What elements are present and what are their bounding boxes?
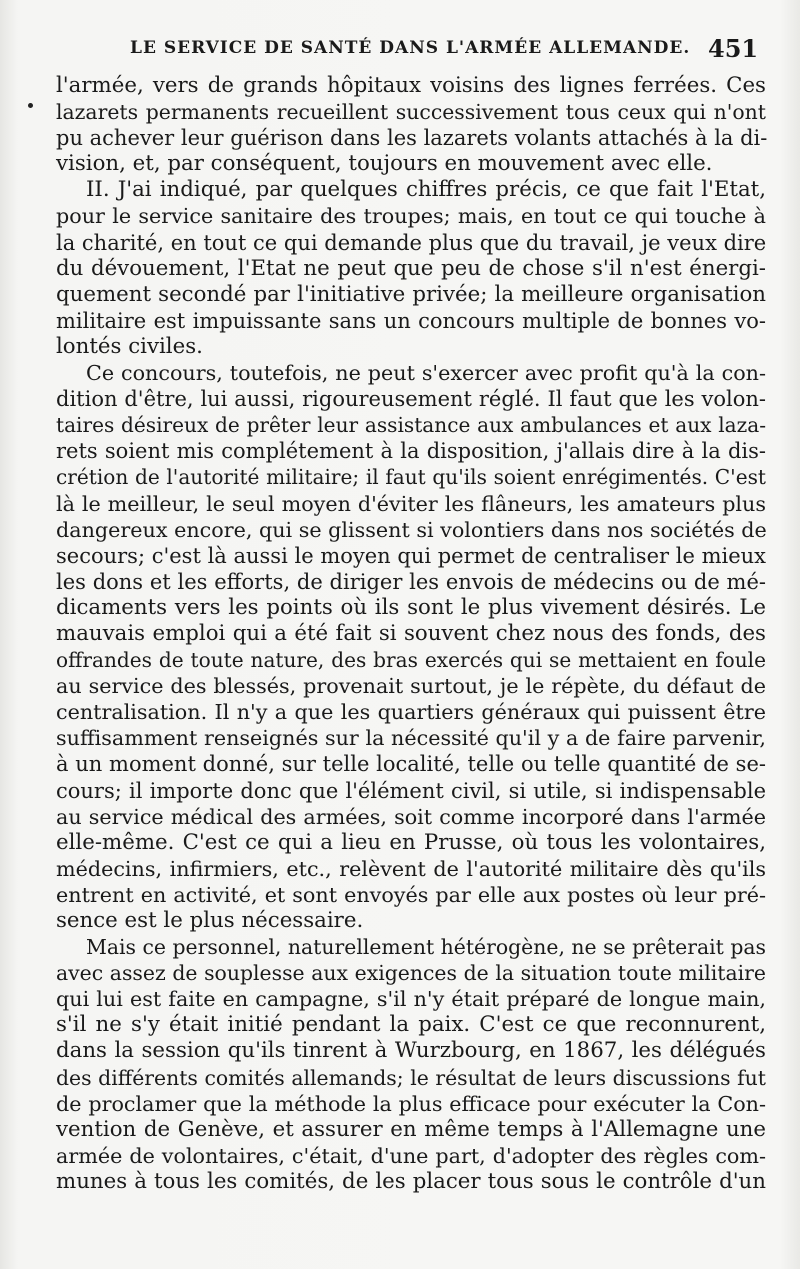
text-line: cours; il importe donc que l'élément civil, si utile, si indispensable <box>56 778 766 803</box>
text-line: du dévouement, l'Etat ne peut que peu de chose s'il n'est énergi- <box>56 255 766 281</box>
page-number: 451 <box>708 34 759 63</box>
text-line: pu achever leur guérison dans les lazarets volants attachés à la di- <box>56 126 768 151</box>
text-line: armée de volontaires, c'était, d'une part, d'adopter des règles com- <box>56 1143 766 1168</box>
text-line: s'il ne s'y était initié pendant la paix. C'est ce que reconnurent, <box>56 1012 766 1038</box>
text-line: la charité, en tout ce qui demande plus que du travail, je veux dire <box>56 230 767 255</box>
body-text <box>56 73 766 1195</box>
text-line: qui lui est faite en campagne, s'il n'y était préparé de longue main, <box>56 987 766 1012</box>
text-line: mauvais emploi qui a été fait si souvent chez nous des fonds, des <box>56 620 766 646</box>
text-line: les dons et les efforts, de diriger les envois de médecins ou de mé- <box>56 569 766 594</box>
text-line: là le meilleur, le seul moyen d'éviter les flâneurs, les amateurs plus <box>56 491 766 516</box>
text-line: de proclamer que la méthode la plus efficace pour exécuter la Con- <box>56 1091 766 1116</box>
text-line: à un moment donné, sur telle localité, telle ou telle quantité de se- <box>56 752 766 777</box>
text-line: des différents comités allemands; le résultat de leurs discussions fut <box>56 1065 766 1090</box>
text-line: avec assez de souplesse aux exigences de la situation toute militaire <box>56 961 766 986</box>
text-line: médecins, infirmiers, etc., relèvent de l'autorité militaire dès qu'ils <box>56 856 766 881</box>
text-line: lontés civiles. <box>56 333 203 359</box>
text-line: taires désireux de prêter leur assistance aux ambulances et aux laza- <box>56 413 766 438</box>
text-line: l'armée, vers de grands hôpitaux voisins des lignes ferrées. Ces <box>56 73 766 98</box>
text-line: crétion de l'autorité militaire; il faut qu'ils soient enrégimentés. C'est <box>56 465 766 490</box>
text-line: munes à tous les comités, de les placer tous sous le contrôle d'un <box>56 1168 766 1194</box>
text-line: suffisamment renseignés sur la nécessité qu'il y a de faire parvenir, <box>56 726 766 751</box>
text-line: dicaments vers les points où ils sont le plus vivement désirés. Le <box>56 594 766 620</box>
text-line: quement secondé par l'initiative privée; la meilleure organisation <box>56 281 766 307</box>
running-title: LE SERVICE DE SANTÉ DANS L'ARMÉE ALLEMANDE. <box>130 38 691 58</box>
margin-mark <box>28 103 33 108</box>
text-line: Mais ce personnel, naturellement hétérogène, ne se prêterait pas <box>86 935 767 960</box>
text-line: II. J'ai indiqué, par quelques chiffres précis, ce que fait l'Etat, <box>86 177 766 203</box>
text-line: dans la session qu'ils tinrent à Wurzbourg, en 1867, les délégués <box>56 1038 766 1064</box>
text-line: sence est le plus nécessaire. <box>56 908 364 933</box>
text-line: vision, et, par conséquent, toujours en mouvement avec elle. <box>56 151 713 177</box>
text-line: lazarets permanents recueillent successivement tous ceux qui n'ont <box>56 100 766 125</box>
text-line: secours; c'est là aussi le moyen qui permet de centraliser le mieux <box>56 543 766 568</box>
text-line: dition d'être, lui aussi, rigoureusement réglé. Il faut que les volon- <box>56 387 766 412</box>
text-line: elle-même. C'est ce qui a lieu en Prusse, où tous les volontaires, <box>56 829 766 855</box>
text-line: pour le service sanitaire des troupes; mais, en tout ce qui touche à <box>56 204 766 229</box>
text-line: dangereux encore, qui se glissent si volontiers dans nos sociétés de <box>56 517 767 542</box>
text-line: centralisation. Il n'y a que les quartiers généraux qui puissent être <box>56 700 766 725</box>
text-line: Ce concours, toutefois, ne peut s'exercer avec profit qu'à la con- <box>86 361 766 386</box>
text-line: entrent en activité, et sont envoyés par elle aux postes où leur pré- <box>56 882 766 907</box>
text-line: au service des blessés, provenait surtout, je le répète, du défaut de <box>56 674 766 699</box>
text-line: au service médical des armées, soit comme incorporé dans l'armée <box>56 804 766 829</box>
text-line: offrandes de toute nature, des bras exercés qui se mettaient en foule <box>56 648 766 673</box>
text-line: rets soient mis complétement à la disposition, j'allais dire à la dis- <box>56 439 766 464</box>
text-line: vention de Genève, et assurer en même temps à l'Allemagne une <box>56 1116 766 1142</box>
text-line: militaire est impuissante sans un concours multiple de bonnes vo- <box>56 308 766 333</box>
